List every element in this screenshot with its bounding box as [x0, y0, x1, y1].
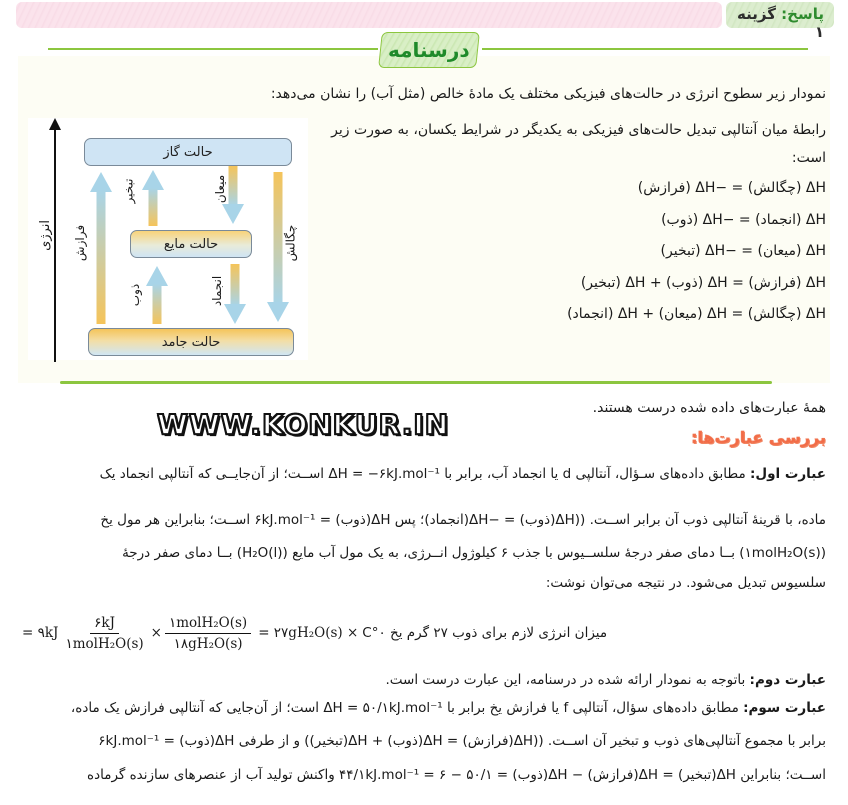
statement3-label: عبارت سوم: [743, 700, 826, 716]
calc-label: میزان انرژی لازم برای ذوب ۲۷ گرم یخ ۰°C [362, 625, 608, 641]
evaporation-arrow-icon [142, 170, 164, 226]
answer-label: پاسخ: [781, 5, 824, 23]
statement1-line4: سلسیوس تبدیل می‌شود. در نتیجه می‌توان نوشت: [545, 575, 826, 591]
lesson-intro-line1: نمودار زیر سطوح انرژی در حالت‌های فیزیکی مختلف یک مادۀ خالص (مثل آب) را نشان می‌دهد: [270, 86, 826, 102]
statement3-line3: اســت؛ بنابراین ΔH(تبخیر) = ΔH(فرازش) − ΔH(ذوب) = ۵۰/۱ − ۶ = ۴۴/۱kJ.mol⁻¹ واکنش تولید آب از عنصرهای سازنده گرماده [87, 767, 826, 783]
lesson-bottom-divider [60, 381, 772, 384]
answer-value: گزینه ۱ [737, 5, 824, 41]
gas-state-box: حالت گاز [84, 138, 292, 166]
statement2-text: باتوجه به نمودار ارائه شده در درسنامه، این عبارت درست است. [385, 672, 746, 688]
sublimation-arrow-icon [90, 172, 112, 324]
statement3-line1 [16, 700, 826, 716]
formula-row: ΔH (میعان) = −ΔH (تبخیر) [660, 243, 826, 259]
answer-banner-strip [16, 2, 722, 28]
all-correct-text: همۀ عبارت‌های داده شده درست هستند. [592, 400, 826, 416]
calc-fraction-1 [165, 615, 251, 652]
calc-result: = ۹kJ [22, 625, 59, 641]
calc-fraction-2 [61, 615, 147, 652]
formula-row: ΔH (چگالش) = −ΔH (فرازش) [637, 180, 826, 196]
lesson-intro-line2 [306, 116, 826, 172]
energy-axis-label: انرژی [37, 220, 53, 251]
frac1-denominator: ۱۸gH₂O(s) [173, 635, 243, 652]
sublimation-label: فرازش [73, 224, 88, 262]
calc-start: = ۲۷gH₂O(s) × [258, 625, 359, 641]
deposition-label: چگالش [283, 224, 298, 262]
lesson-header-box [378, 32, 480, 68]
solid-state-box: حالت جامد [88, 328, 294, 356]
statement2-label: عبارت دوم: [749, 672, 826, 688]
review-title: بررسی عبارت‌ها: [691, 428, 826, 447]
answer-text [726, 5, 824, 41]
energy-level-diagram [28, 118, 308, 360]
ice-melting-calculation [22, 605, 682, 661]
frac2-numerator: ۶kJ [90, 615, 119, 634]
condensation-label: میعان [213, 174, 228, 204]
statement3-line2: برابر با مجموع آنتالپی‌های ذوب و تبخیر آن اســت. ((ΔH(فرازش) = ΔH(ذوب) + ΔH(تبخیر)) و از طرفی ΔH(ذوب) = ۶kJ.mol⁻¹ [98, 733, 826, 749]
formula-row: ΔH (فرازش) = ΔH (ذوب) + ΔH (تبخیر) [580, 274, 826, 291]
frac1-numerator: ۱molH₂O(s) [165, 615, 251, 634]
statement1-label: عبارت اول: [750, 466, 826, 482]
freezing-arrow-icon [224, 264, 246, 324]
statement1-line3: (۱molH₂O(s)) بــا دمای صفر درجۀ سلســیوس با جذب ۶ کیلوژول انــرژی، به یک مول آب مایع (H₂O(l)) بــا دمای صفر درجۀ [122, 545, 826, 561]
energy-axis [54, 126, 56, 362]
lesson-title: درسنامه [388, 38, 470, 62]
statement1-line2: ماده، با قرینۀ آنتالپی ذوب آن برابر اســت. ((ΔH(ذوب) = −ΔH(انجماد)؛ پس ΔH(ذوب) = ۶kJ.mol⁻¹ اســت؛ بنابراین هر مول یخ [100, 512, 826, 528]
statement1-line1-text: مطابق داده‌های سـؤال، آنتالپی d یا انجماد آب، برابر با ΔH = −۶kJ.mol⁻¹ اســت؛ از آن‌جایــی که آنتالپی انجماد یک [99, 466, 746, 482]
formula-row: ΔH (چگالش) = ΔH (میعان) + ΔH (انجماد) [567, 306, 826, 322]
intro-line3-text: است: [791, 150, 826, 166]
frac2-denominator: ۱molH₂O(s) [65, 635, 144, 652]
statement3-line1-text: مطابق داده‌های سؤال، آنتالپی f یا فرازش یخ برابر با ΔH = ۵۰/۱kJ.mol⁻¹ است؛ از آن‌جایی که آنتالپی فرازش یک ماده، [70, 700, 739, 716]
watermark-logo: WWW.KONKUR.IN [157, 408, 450, 441]
melting-arrow-icon [146, 266, 168, 324]
lesson-header-line-left [48, 48, 378, 50]
statement1-line1 [16, 466, 826, 482]
answer-badge [726, 2, 834, 41]
evaporation-label: تبخیر [121, 178, 136, 204]
calc-times: × [150, 625, 162, 641]
formula-row: ΔH (انجماد) = −ΔH (ذوب) [661, 211, 826, 228]
melting-label: ذوب [128, 283, 143, 307]
lesson-header-line-right [482, 48, 808, 50]
intro-line2-text: رابطۀ میان آنتالپی تبدیل حالت‌های فیزیکی به یکدیگر در شرایط یکسان، به صورت زیر [331, 122, 826, 138]
freezing-label: انجماد [210, 275, 225, 307]
enthalpy-formulas [506, 174, 826, 332]
liquid-state-box: حالت مایع [130, 230, 252, 258]
statement2 [16, 672, 826, 688]
